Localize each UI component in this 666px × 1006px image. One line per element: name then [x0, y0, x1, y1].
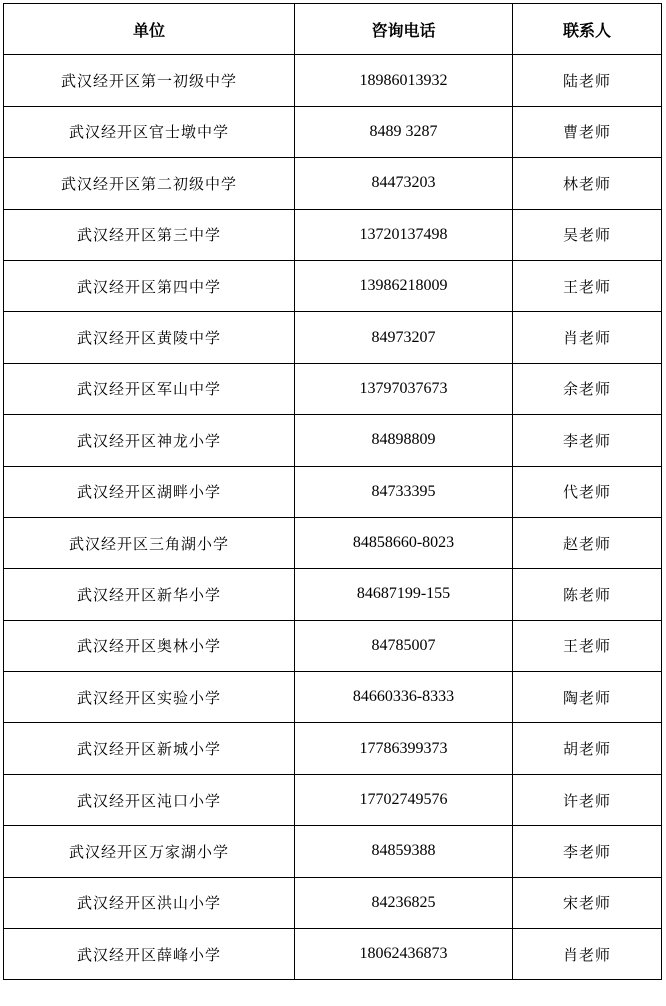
phone-cell: 84973207 — [295, 312, 513, 363]
unit-cell: 武汉经开区洪山小学 — [4, 877, 295, 928]
unit-cell: 武汉经开区万家湖小学 — [4, 826, 295, 877]
unit-cell: 武汉经开区第三中学 — [4, 209, 295, 260]
phone-cell: 84785007 — [295, 620, 513, 671]
unit-cell: 武汉经开区第一初级中学 — [4, 55, 295, 106]
header-unit: 单位 — [4, 4, 295, 55]
contact-cell: 林老师 — [513, 158, 662, 209]
table-row — [4, 877, 662, 928]
phone-cell: 84660336-8333 — [295, 672, 513, 723]
table-row — [4, 466, 662, 517]
unit-cell: 武汉经开区神龙小学 — [4, 415, 295, 466]
unit-cell: 武汉经开区第四中学 — [4, 260, 295, 311]
unit-cell: 武汉经开区湖畔小学 — [4, 466, 295, 517]
unit-cell: 武汉经开区第二初级中学 — [4, 158, 295, 209]
table-row — [4, 826, 662, 877]
unit-cell: 武汉经开区实验小学 — [4, 672, 295, 723]
phone-cell: 84687199-155 — [295, 569, 513, 620]
contact-cell: 宋老师 — [513, 877, 662, 928]
phone-cell: 17786399373 — [295, 723, 513, 774]
contact-cell: 代老师 — [513, 466, 662, 517]
phone-cell: 84858660-8023 — [295, 517, 513, 568]
contact-cell: 余老师 — [513, 363, 662, 414]
unit-cell: 武汉经开区薛峰小学 — [4, 929, 295, 980]
header-contact: 联系人 — [513, 4, 662, 55]
table-row — [4, 260, 662, 311]
table-row — [4, 55, 662, 106]
table-row — [4, 569, 662, 620]
unit-cell: 武汉经开区官士墩中学 — [4, 106, 295, 157]
phone-cell: 84733395 — [295, 466, 513, 517]
contact-cell: 曹老师 — [513, 106, 662, 157]
phone-cell: 84473203 — [295, 158, 513, 209]
table-row — [4, 723, 662, 774]
phone-cell: 13797037673 — [295, 363, 513, 414]
contact-cell: 赵老师 — [513, 517, 662, 568]
contact-cell: 吴老师 — [513, 209, 662, 260]
contact-cell: 许老师 — [513, 774, 662, 825]
unit-cell: 武汉经开区三角湖小学 — [4, 517, 295, 568]
header-phone: 咨询电话 — [295, 4, 513, 55]
contact-cell: 王老师 — [513, 620, 662, 671]
phone-cell: 17702749576 — [295, 774, 513, 825]
phone-cell: 84859388 — [295, 826, 513, 877]
phone-cell: 8489 3287 — [295, 106, 513, 157]
phone-cell: 18062436873 — [295, 929, 513, 980]
contact-cell: 陆老师 — [513, 55, 662, 106]
contact-cell: 王老师 — [513, 260, 662, 311]
phone-cell: 13986218009 — [295, 260, 513, 311]
table-row — [4, 209, 662, 260]
table-row — [4, 620, 662, 671]
contact-cell: 肖老师 — [513, 929, 662, 980]
unit-cell: 武汉经开区奥林小学 — [4, 620, 295, 671]
table-row — [4, 363, 662, 414]
table-header — [4, 4, 662, 55]
table-row — [4, 312, 662, 363]
contact-cell: 陈老师 — [513, 569, 662, 620]
table-row — [4, 672, 662, 723]
unit-cell: 武汉经开区军山中学 — [4, 363, 295, 414]
phone-cell: 18986013932 — [295, 55, 513, 106]
phone-cell: 84236825 — [295, 877, 513, 928]
unit-cell: 武汉经开区沌口小学 — [4, 774, 295, 825]
phone-cell: 84898809 — [295, 415, 513, 466]
table-row — [4, 517, 662, 568]
contact-table — [3, 3, 662, 980]
unit-cell: 武汉经开区新城小学 — [4, 723, 295, 774]
table-row — [4, 415, 662, 466]
table-row — [4, 158, 662, 209]
phone-cell: 13720137498 — [295, 209, 513, 260]
header-row — [4, 4, 662, 55]
table-body — [4, 55, 662, 980]
unit-cell: 武汉经开区黄陵中学 — [4, 312, 295, 363]
table-row — [4, 106, 662, 157]
contact-cell: 胡老师 — [513, 723, 662, 774]
table-row — [4, 774, 662, 825]
contact-cell: 李老师 — [513, 415, 662, 466]
contact-cell: 陶老师 — [513, 672, 662, 723]
unit-cell: 武汉经开区新华小学 — [4, 569, 295, 620]
table-row — [4, 929, 662, 980]
contact-cell: 肖老师 — [513, 312, 662, 363]
contact-cell: 李老师 — [513, 826, 662, 877]
